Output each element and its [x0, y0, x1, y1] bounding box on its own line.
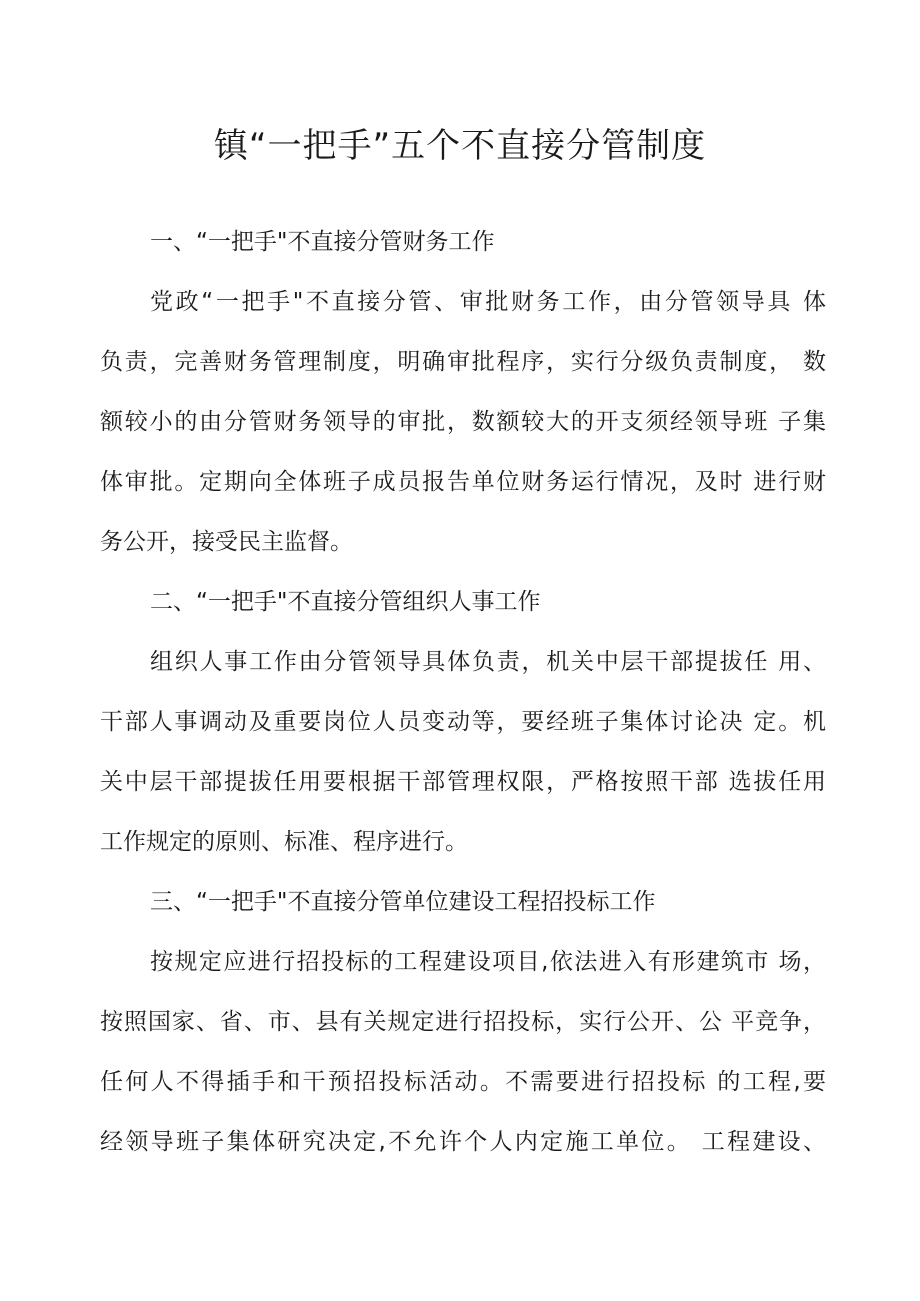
paragraph-line: 按照国家、省、市、县有关规定进行招投标，实行公开、公 平竞争，: [100, 1009, 826, 1035]
paragraph-line: 干部人事调动及重要岗位人员变动等，要经班子集体讨论决 定。机: [100, 709, 826, 735]
paragraph-line: 任何人不得插手和干预招投标活动。不需要进行招投标 的工程,要: [100, 1069, 826, 1095]
section-heading: 一、“一把手"不直接分管财务工作: [150, 229, 495, 255]
paragraph-line: 负责，完善财务管理制度，明确审批程序，实行分级负责制度， 数: [100, 349, 826, 375]
document-title: 镇“一把手”五个不直接分管制度: [213, 126, 707, 166]
paragraph-line: 额较小的由分管财务领导的审批，数额较大的开支须经领导班 子集: [100, 409, 826, 435]
paragraph-line: 党政“一把手"不直接分管、审批财务工作，由分管领导具 体: [150, 289, 826, 315]
section-paragraph: [100, 932, 826, 1172]
section-finance: [100, 212, 826, 572]
paragraph-line: 经领导班子集体研究决定,不允许个人内定施工单位。 工程建设、: [100, 1129, 826, 1155]
paragraph-line: 体审批。定期向全体班子成员报告单位财务运行情况，及时 进行财: [100, 469, 826, 495]
paragraph-line: 按规定应进行招投标的工程建设项目,依法进入有形建筑市 场，: [150, 949, 826, 975]
paragraph-line: 关中层干部提拔任用要根据干部管理权限，严格按照干部 选拔任用: [100, 769, 826, 795]
section-bidding: [100, 872, 826, 1172]
section-heading: 二、“一把手"不直接分管组织人事工作: [150, 589, 541, 615]
paragraph-line: 工作规定的原则、标准、程序进行。: [100, 829, 468, 855]
section-paragraph: [100, 632, 826, 872]
paragraph-line: 务公开，接受民主监督。: [100, 529, 353, 555]
section-heading: 三、“一把手"不直接分管单位建设工程招投标工作: [150, 889, 656, 915]
paragraph-line: 组织人事工作由分管领导具体负责，机关中层干部提拔任 用、: [150, 649, 826, 675]
section-personnel: [100, 572, 826, 872]
section-paragraph: [100, 272, 826, 572]
document-body: [100, 212, 826, 1172]
